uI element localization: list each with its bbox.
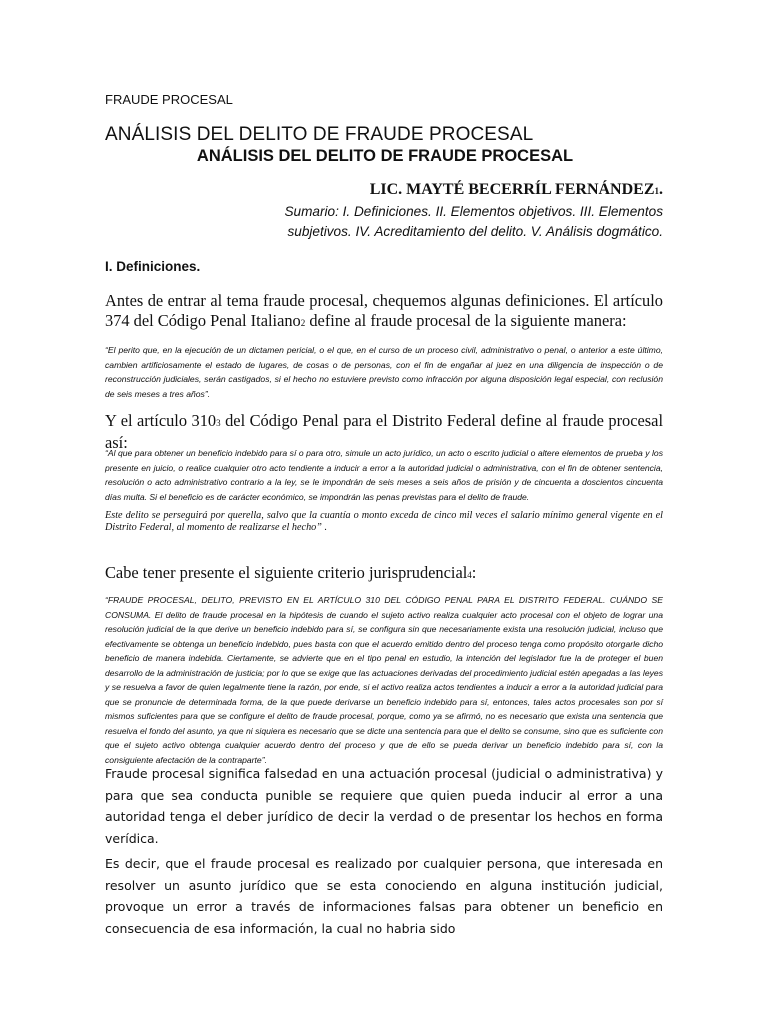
footnote-ref: 3 xyxy=(216,418,221,428)
document-title-plain: ANÁLISIS DEL DELITO DE FRAUDE PROCESAL xyxy=(105,124,534,145)
author-line xyxy=(370,181,663,199)
paragraph-intro: Antes de entrar al tema fraude procesal, chequemos algunas definiciones. El artículo 374 del Código Penal Italiano2 define al fraude procesal de la siguiente manera: xyxy=(105,291,663,330)
quote-italian-code: “El perito que, en la ejecución de un dictamen pericial, o el que, en el curso de un proceso civil, administrativo o penal, o anterior a este último, cambien artificiosamente el estado de lugares, de cosas o de personas, con el fin de engañar al juez en una diligencia de inspección o de reconstrucción judiciales, serán castigados, si el hecho no estuviere previsto como infracción por alguna disposición legal especial, con reclusión de seis meses a tres años”. xyxy=(105,345,663,399)
footnote-ref: 4 xyxy=(467,570,472,580)
author-end: . xyxy=(659,181,663,198)
paragraph-definition: Fraude procesal significa falsedad en una actuación procesal (judicial o administrativa) y para que sea conducta punible se requiere que quien pueda inducir al error a una autoridad tenga el deber jurídico de decir la verdad o de presentar los hechos en forma verídica. xyxy=(105,766,663,846)
quote-article-310: “Al que para obtener un beneficio indebido para sí o para otro, simule un acto jurídico, un acto o escrito judicial o altere elementos de prueba y los presente en juicio, o realice cualquier otro acto tendiente a inducir a error a la autoridad judicial o administrativa, con el fin de obtener sentencia, resolución o acto administrativo contrario a la ley, se le impondrán de seis meses a seis años de prisión y de cincuenta a doscientos cincuenta días multa. Si el beneficio es de carácter económico, se impondrán las penas previstas para el delito de fraude. xyxy=(105,448,663,502)
footnote-ref: 2 xyxy=(300,318,306,328)
paragraph-article-310: Y el artículo 3103 del Código Penal para el Distrito Federal define al fraude procesal así: xyxy=(105,411,664,452)
paragraph-jurisprudence: Cabe tener presente el siguiente criterio jurisprudencial4: xyxy=(105,563,477,582)
document-header: FRAUDE PROCESAL xyxy=(105,92,233,107)
summary: Sumario: I. Definiciones. II. Elementos objetivos. III. Elementos subjetivos. IV. Acreditamiento del delito. V. Análisis dogmático. xyxy=(284,204,663,239)
section-heading: I. Definiciones. xyxy=(105,259,201,274)
footnote-ref: 1 xyxy=(654,186,659,196)
quote-article-310-querella: Este delito se perseguirá por querella, salvo que la cuantía o monto exceda de cinco mil veces el salario mínimo general vigente en el Distrito Federal, al momento de realizarse el hecho” . xyxy=(105,510,663,533)
document-title-bold: ANÁLISIS DEL DELITO DE FRAUDE PROCESAL xyxy=(196,147,574,165)
quote-jurisprudence: “FRAUDE PROCESAL, DELITO, PREVISTO EN EL ARTÍCULO 310 DEL CÓDIGO PENAL PARA EL DISTRITO FEDERAL. CUÁNDO SE CONSUMA. El delito de fraude procesal en la hipótesis de cuando el sujeto activo realiza cualquier acto procesal con el objeto de lograr una resolución judicial de la que derive un beneficio indebido para sí, se configura sin que necesariamente exista una resolución judicial, incluso que efectivamente se obtenga un beneficio indebido, pues basta con que el acuerdo emitido dentro del proceso tenga como propósito otorgarle dicho beneficio de manera indebida. Ciertamente, se advierte que en el tipo penal en estudio, la intención del legislador fue la de proteger el buen desarrollo de la administración de justicia; por lo que se exige que las actuaciones derivadas del procedimiento judicial estén apegadas a las leyes y se resuelva a favor de quien legalmente tiene la razón, por ende, si el activo realiza actos tendientes a inducir a error a la autoridad judicial para que se pronuncie de determinada forma, de la que puede derivarse un beneficio indebido para sí, entonces, tales actos procesales son por sí mismos suficientes para que se configure el delito de fraude procesal, porque, como ya se afirmó, no es necesario que exista una sentencia que resuelva el fondo del asunto, ya que ni siquiera es necesario que se dicte una sentencia para que el delito se consume, sino que es suficiente con que el sujeto activo obtenga cualquier acuerdo dentro del proceso y que de ello se pueda derivar un beneficio indebido para sí, con la consiguiente afectación de la contraparte”. xyxy=(105,595,663,765)
author-name: LIC. MAYTÉ BECERRÍL FERNÁNDEZ xyxy=(369,181,655,198)
paragraph-explanation: Es decir, que el fraude procesal es realizado por cualquier persona, que interesada en resolver un asunto jurídico que se esta conociendo en alguna institución judicial, provoque un error a través de informaciones falsas para obtener un beneficio en consecuencia de esa información, la cual no habria sido xyxy=(105,856,663,936)
